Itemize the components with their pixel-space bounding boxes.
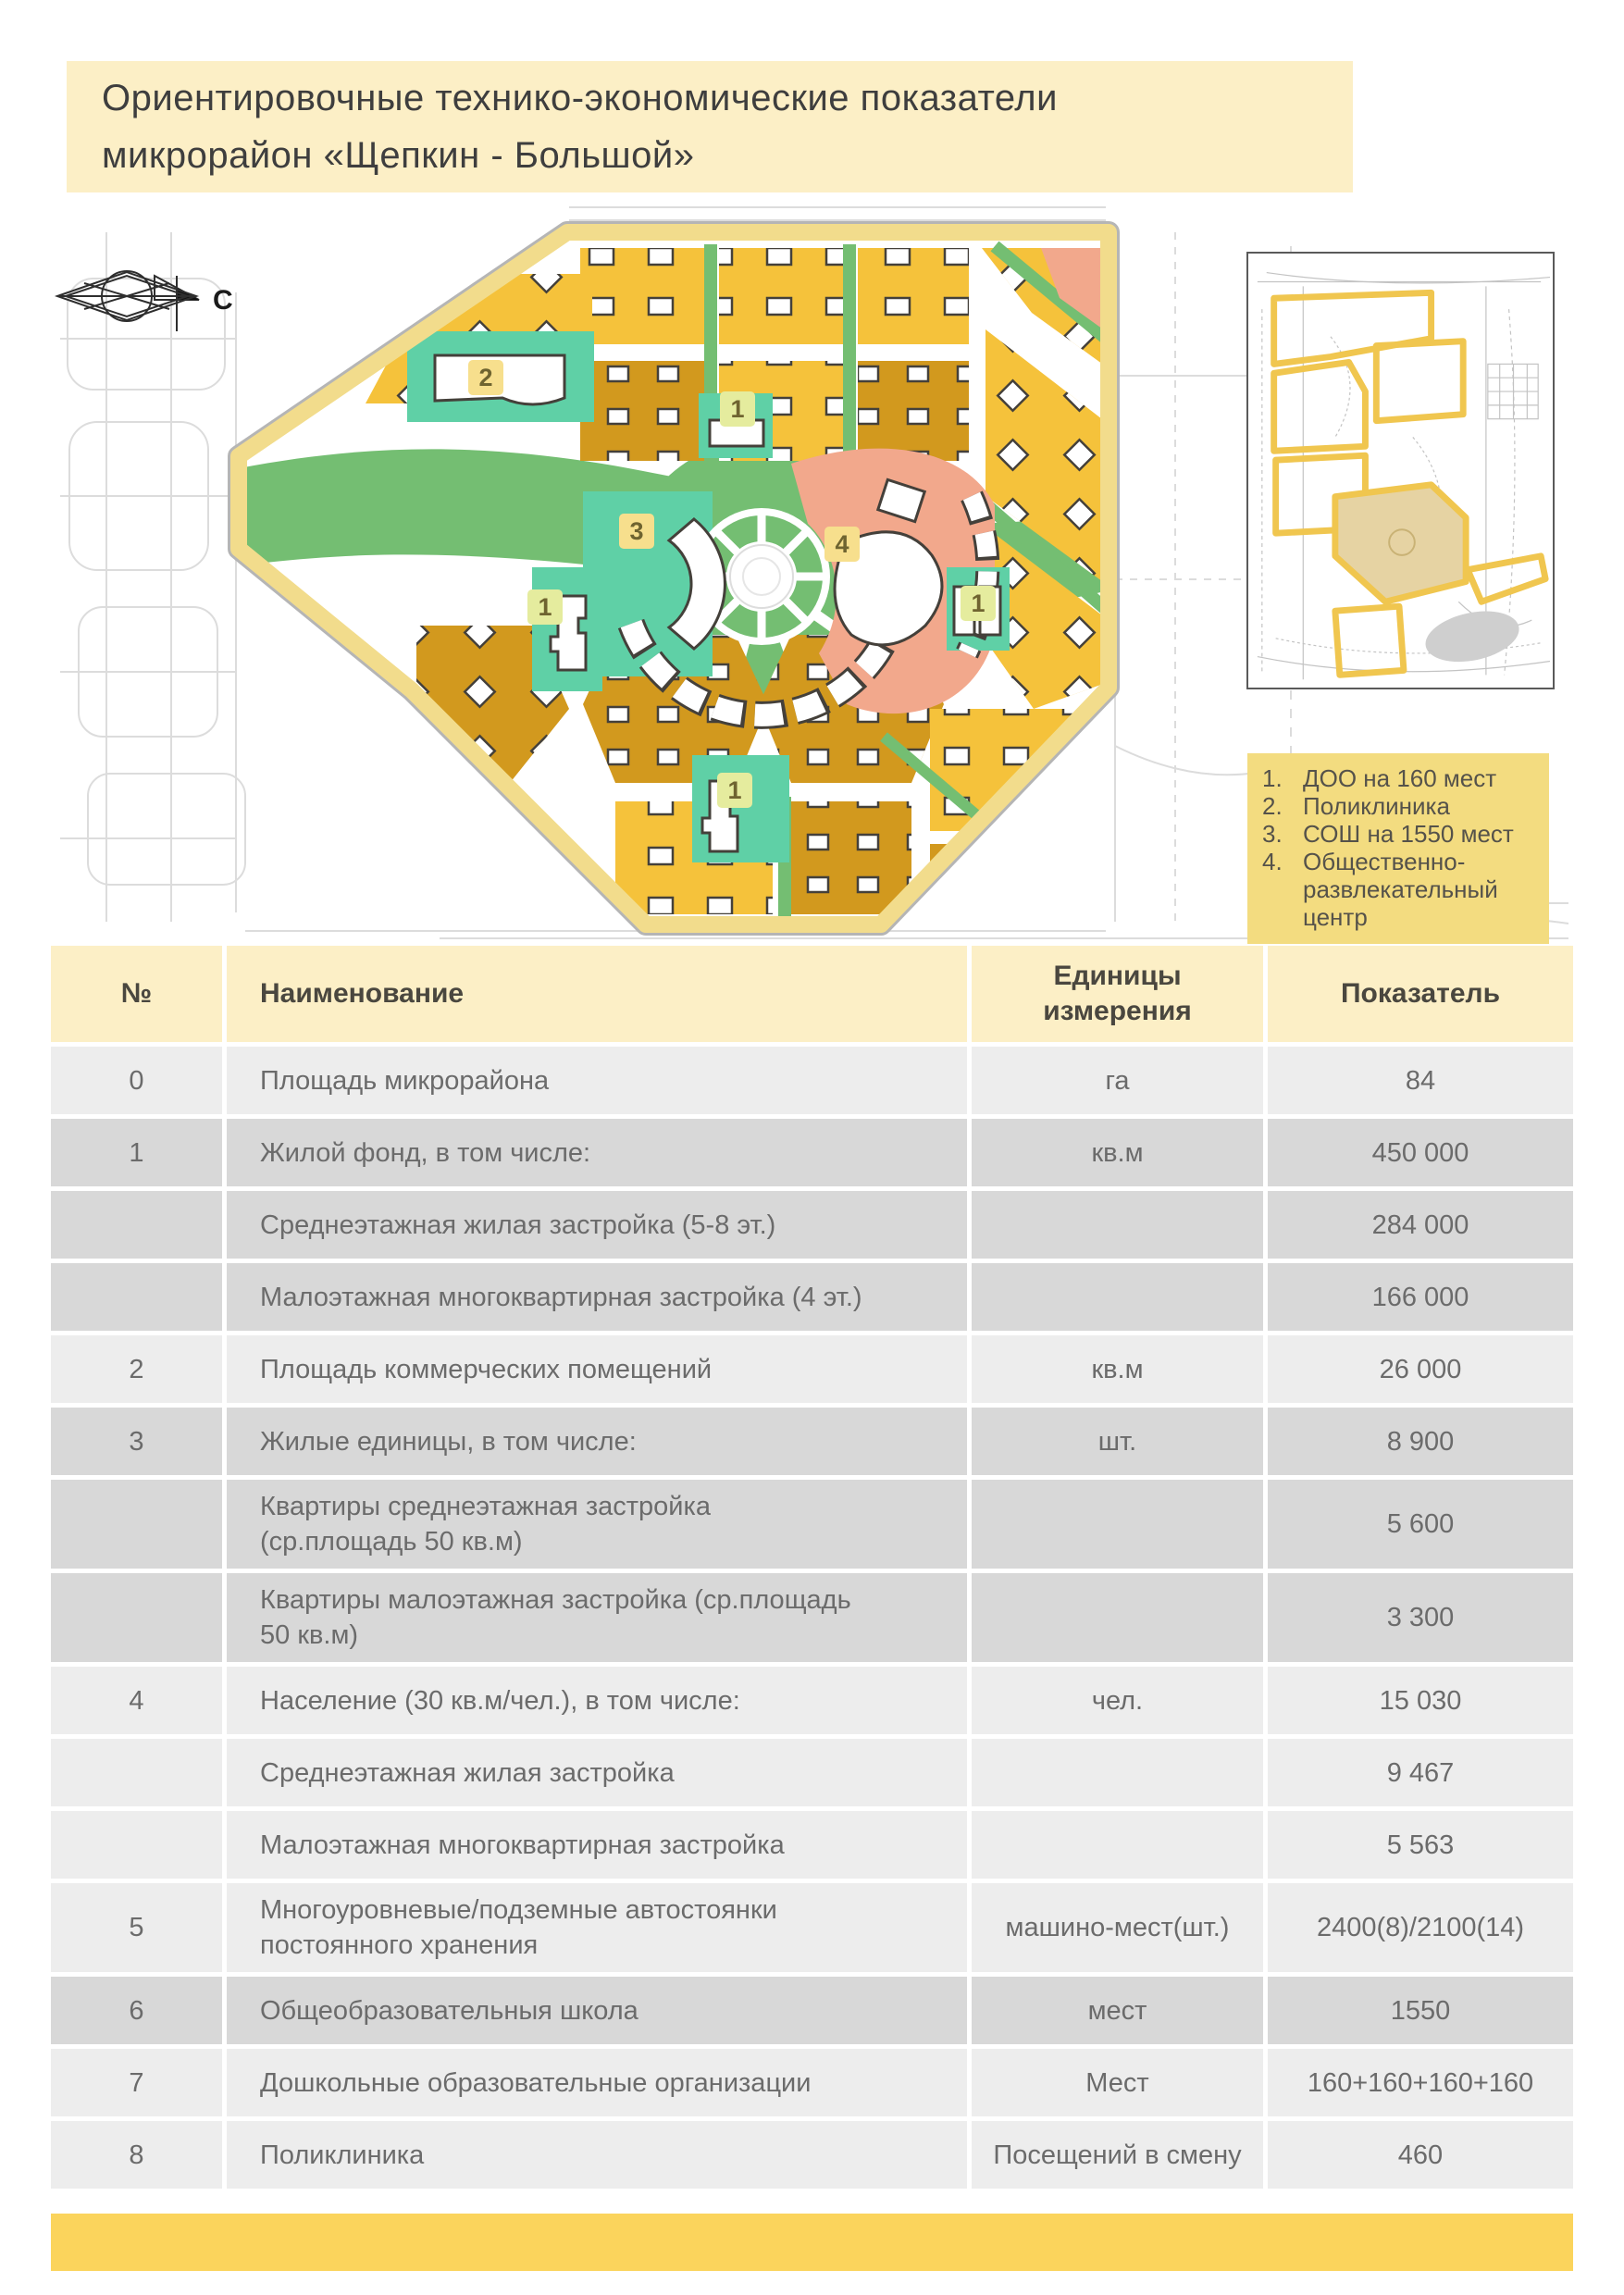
row-number-cell: 7 [51, 2049, 222, 2116]
title-band [67, 61, 1353, 192]
row-unit-cell: Посещений в смену [972, 2121, 1263, 2189]
header-value: Показатель [1268, 946, 1573, 1042]
row-unit-cell: чел. [972, 1667, 1263, 1734]
compass-north-label: С [213, 285, 233, 316]
row-number-cell [51, 1263, 222, 1331]
legend-item: 1. ДОО на 160 мест [1262, 764, 1497, 792]
table-row [51, 1047, 1573, 1114]
marker-1-left [527, 589, 563, 625]
table-row [51, 1739, 1573, 1806]
table-row [51, 2121, 1573, 2189]
row-name-cell: Поликлиника [227, 2121, 967, 2189]
row-number-cell [51, 1811, 222, 1879]
svg-text:4: 4 [835, 530, 849, 558]
row-name-cell: Малоэтажная многоквартирная застройка (4 эт.) [227, 1263, 967, 1331]
row-number-cell [51, 1739, 222, 1806]
row-unit-cell [972, 1263, 1263, 1331]
row-unit-cell: кв.м [972, 1335, 1263, 1403]
table-row [51, 1191, 1573, 1259]
row-number-cell: 1 [51, 1119, 222, 1186]
row-number-cell: 3 [51, 1408, 222, 1475]
row-name-cell: Площадь микрорайона [227, 1047, 967, 1114]
table-row [51, 1811, 1573, 1879]
table-row [51, 1667, 1573, 1734]
row-number-cell [51, 1573, 222, 1662]
row-number-cell: 2 [51, 1335, 222, 1403]
row-unit-cell: Мест [972, 2049, 1263, 2116]
row-value-cell: 460 [1268, 2121, 1573, 2189]
row-unit-cell: машино-мест(шт.) [972, 1883, 1263, 1972]
table-row [51, 1977, 1573, 2044]
marker-2 [468, 360, 503, 395]
marker-3 [619, 514, 654, 549]
row-value-cell: 3 300 [1268, 1573, 1573, 1662]
legend-item: 3. СОШ на 1550 мест [1262, 820, 1514, 848]
row-value-cell: 160+160+160+160 [1268, 2049, 1573, 2116]
row-value-cell: 2400(8)/2100(14) [1268, 1883, 1573, 1972]
marker-1-right [961, 586, 996, 621]
row-name-cell: Жилой фонд, в том числе: [227, 1119, 967, 1186]
row-value-cell: 5 600 [1268, 1480, 1573, 1569]
row-name-cell: Среднеэтажная жилая застройка (5-8 эт.) [227, 1191, 967, 1259]
row-unit-cell: шт. [972, 1408, 1263, 1475]
marker-1-bottom [717, 773, 752, 808]
row-value-cell: 166 000 [1268, 1263, 1573, 1331]
row-name-cell: Общеобразовательныя школа [227, 1977, 967, 2044]
row-unit-cell: га [972, 1047, 1263, 1114]
inset-location-map [1246, 252, 1555, 689]
table-row [51, 1119, 1573, 1186]
row-number-cell [51, 1191, 222, 1259]
table-row [51, 1335, 1573, 1403]
svg-text:1: 1 [730, 395, 745, 423]
row-unit-cell [972, 1573, 1263, 1662]
map-legend [1247, 753, 1549, 944]
row-number-cell: 6 [51, 1977, 222, 2044]
row-value-cell: 1550 [1268, 1977, 1573, 2044]
row-value-cell: 284 000 [1268, 1191, 1573, 1259]
svg-text:1: 1 [727, 776, 742, 804]
table-row [51, 1883, 1573, 1972]
row-value-cell: 450 000 [1268, 1119, 1573, 1186]
row-name-cell: Многоуровневые/подземные автостоянки постоянного хранения [227, 1883, 967, 1972]
row-value-cell: 8 900 [1268, 1408, 1573, 1475]
table-row [51, 1480, 1573, 1569]
row-number-cell: 5 [51, 1883, 222, 1972]
indicators-table [51, 946, 1573, 2193]
row-name-cell: Население (30 кв.м/чел.), в том числе: [227, 1667, 967, 1734]
table-row [51, 2049, 1573, 2116]
header-name: Наименование [227, 946, 967, 1042]
svg-text:3: 3 [629, 517, 644, 545]
table-row [51, 1263, 1573, 1331]
row-number-cell: 8 [51, 2121, 222, 2189]
row-value-cell: 15 030 [1268, 1667, 1573, 1734]
table-header-row [51, 946, 1573, 1042]
row-number-cell: 4 [51, 1667, 222, 1734]
table-body [51, 1047, 1573, 2189]
plan-interior [227, 218, 1124, 940]
row-name-cell: Дошкольные образовательные организации [227, 2049, 967, 2116]
row-name-cell: Квартиры среднеэтажная застройка (ср.площадь 50 кв.м) [227, 1480, 967, 1569]
row-name-cell: Площадь коммерческих помещений [227, 1335, 967, 1403]
row-value-cell: 5 563 [1268, 1811, 1573, 1879]
row-number-cell [51, 1480, 222, 1569]
page-title-line2: микрорайон «Щепкин - Большой» [102, 135, 695, 176]
svg-text:2: 2 [478, 364, 493, 391]
legend-item: 4. Общественно-развлекательный центр [1262, 848, 1498, 931]
page-title-line1: Ориентировочные технико-экономические показатели [102, 78, 1058, 118]
table-row [51, 1408, 1573, 1475]
row-unit-cell [972, 1480, 1263, 1569]
header-number: № [51, 946, 222, 1042]
row-number-cell: 0 [51, 1047, 222, 1114]
row-value-cell: 26 000 [1268, 1335, 1573, 1403]
row-unit-cell [972, 1739, 1263, 1806]
row-name-cell: Жилые единицы, в том числе: [227, 1408, 967, 1475]
row-value-cell: 84 [1268, 1047, 1573, 1114]
footer-gold-bar [51, 2214, 1573, 2271]
header-unit: Единицы измерения [972, 946, 1263, 1042]
compass-icon [57, 271, 199, 331]
table-row [51, 1573, 1573, 1662]
svg-text:1: 1 [538, 593, 552, 621]
row-unit-cell: мест [972, 1977, 1263, 2044]
svg-text:1: 1 [971, 589, 986, 617]
row-unit-cell [972, 1811, 1263, 1879]
row-name-cell: Квартиры малоэтажная застройка (ср.площадь 50 кв.м) [227, 1573, 967, 1662]
row-unit-cell: кв.м [972, 1119, 1263, 1186]
row-value-cell: 9 467 [1268, 1739, 1573, 1806]
row-unit-cell [972, 1191, 1263, 1259]
marker-1-top [720, 391, 755, 427]
row-name-cell: Малоэтажная многоквартирная застройка [227, 1811, 967, 1879]
marker-4 [824, 527, 860, 562]
legend-item: 2. Поликлиника [1262, 792, 1450, 820]
row-name-cell: Среднеэтажная жилая застройка [227, 1739, 967, 1806]
